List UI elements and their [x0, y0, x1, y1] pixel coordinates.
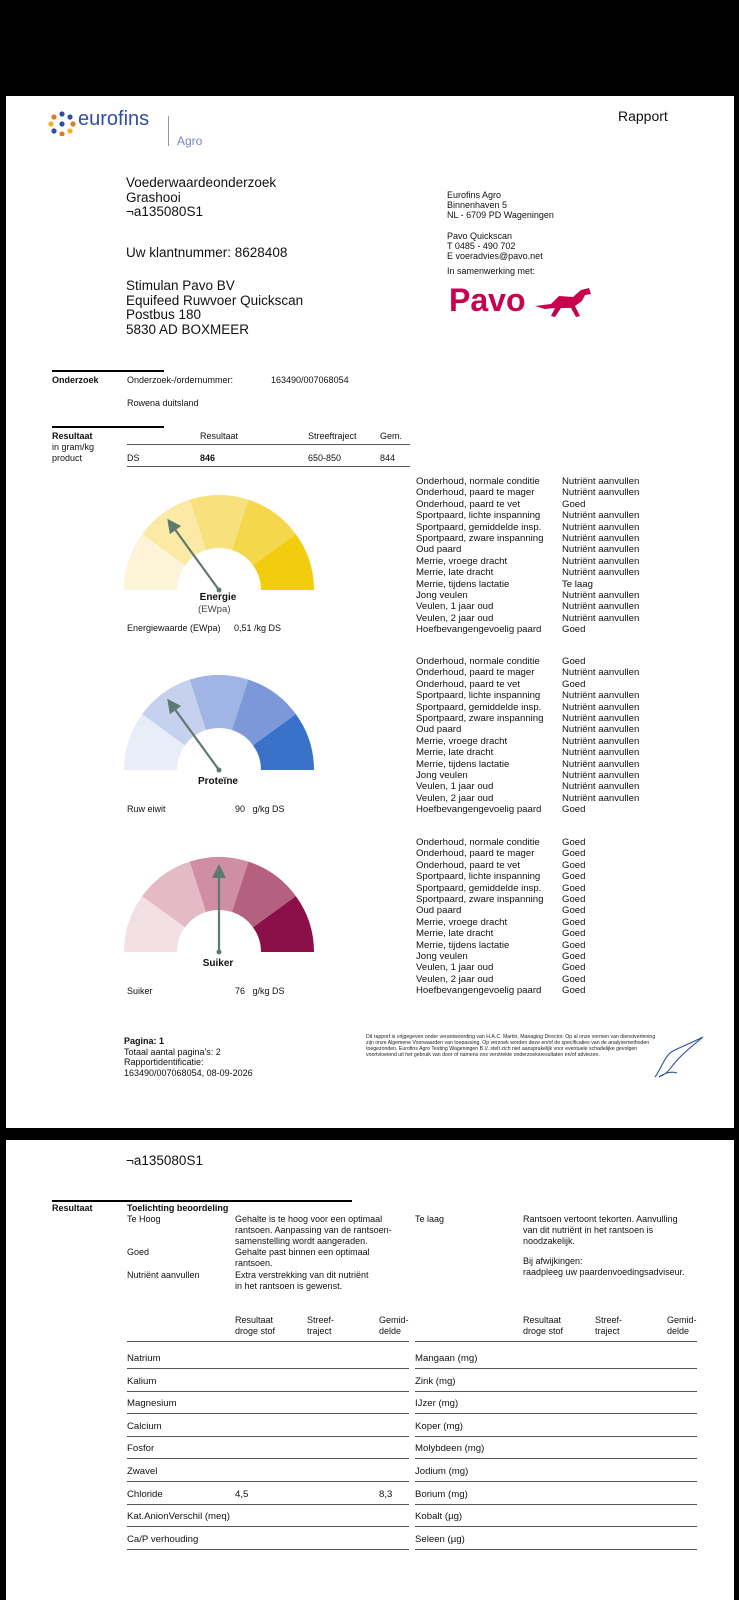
evaluation-row	[416, 747, 639, 758]
evaluation-status: Nutriënt aanvullen	[562, 690, 640, 702]
mineral-average: 8,3	[379, 1488, 393, 1500]
evaluation-status: Nutriënt aanvullen	[562, 601, 640, 613]
col-head-text: delde	[379, 1325, 402, 1336]
evaluation-row	[416, 601, 639, 612]
protein-gauge-label: Proteïne	[197, 776, 238, 787]
signature-icon	[651, 1031, 707, 1081]
evaluation-row	[416, 533, 639, 544]
evaluation-status: Nutriënt aanvullen	[562, 747, 640, 759]
evaluation-row	[416, 770, 639, 781]
legend-te-hoog: Te Hoog	[127, 1214, 161, 1224]
unit-line: in gram/kg	[52, 442, 95, 452]
legend-te-hoog-text	[235, 1214, 392, 1246]
lab-line: Eurofins Agro	[447, 190, 502, 200]
evaluation-row	[416, 667, 639, 678]
col-head-result-right	[523, 1315, 563, 1337]
evaluation-status: Nutriënt aanvullen	[562, 770, 640, 782]
mineral-row	[127, 1459, 409, 1482]
horse-category: Sportpaard, lichte inspanning	[416, 871, 541, 883]
mineral-name: Zink (mg)	[415, 1375, 456, 1387]
legend-nutr-text	[235, 1270, 369, 1292]
horse-category: Merrie, late dracht	[416, 747, 494, 759]
mineral-name: Koper (mg)	[415, 1420, 463, 1432]
evaluation-status: Goed	[562, 894, 586, 906]
mineral-name: Ca/P verhouding	[127, 1533, 199, 1545]
subject-block	[126, 176, 276, 220]
horse-category: Sportpaard, gemiddelde insp.	[416, 521, 542, 533]
col-head-avg-right	[667, 1315, 697, 1337]
evaluation-row	[416, 804, 639, 815]
legend-text: noodzakelijk.	[523, 1235, 576, 1246]
legend-text: raadpleeg uw paardenvoedingsadviseur.	[523, 1267, 685, 1278]
evaluation-row	[416, 940, 585, 951]
evaluation-status: Goed	[562, 624, 586, 636]
evaluation-row	[416, 871, 585, 882]
resultaat-rule	[52, 426, 164, 428]
evaluation-row	[416, 702, 639, 713]
horse-category: Sportpaard, zware inspanning	[416, 894, 544, 906]
evaluation-status: Nutriënt aanvullen	[562, 758, 640, 770]
mineral-row	[415, 1414, 697, 1437]
evaluation-status: Nutriënt aanvullen	[562, 701, 640, 713]
evaluation-row	[416, 567, 639, 578]
energy-value: 0,51 /kg DS	[234, 623, 282, 633]
evaluation-row	[416, 781, 639, 792]
col-head-avg	[379, 1315, 409, 1337]
legend-nutr: Nutriënt aanvullen	[127, 1270, 200, 1280]
mineral-name: Fosfor	[127, 1443, 155, 1455]
mineral-row	[127, 1414, 409, 1437]
sample-code: ¬a135080S1	[126, 204, 203, 219]
recipient-line: Stimulan Pavo BV	[126, 278, 235, 293]
mineral-name: Seleen (µg)	[415, 1533, 465, 1545]
evaluation-status: Nutriënt aanvullen	[562, 487, 640, 499]
legend-title: Toelichting beoordeling	[127, 1203, 229, 1213]
horse-category: Jong veulen	[416, 770, 468, 782]
evaluation-status: Nutriënt aanvullen	[562, 792, 640, 804]
horse-category: Onderhoud, normale conditie	[416, 837, 540, 848]
mineral-name: Mangaan (mg)	[415, 1353, 478, 1364]
energy-gauge-sublabel: (EWpa)	[198, 604, 231, 615]
horse-category: Veulen, 1 jaar oud	[416, 601, 494, 613]
mineral-name: Molybdeen (mg)	[415, 1443, 485, 1455]
horse-category: Merrie, tijdens lactatie	[416, 939, 510, 951]
horse-category: Sportpaard, zware inspanning	[416, 713, 544, 725]
evaluation-status: Nutriënt aanvullen	[562, 612, 640, 624]
lab-line: Binnenhaven 5	[447, 200, 508, 211]
legend-text: Rantsoen vertoont tekorten. Aanvulling	[523, 1214, 678, 1224]
evaluation-status: Nutriënt aanvullen	[562, 476, 640, 487]
horse-category: Onderhoud, paard te vet	[416, 678, 521, 690]
evaluation-row	[416, 848, 585, 859]
recipient-line: Equifeed Ruwvoer Quickscan	[126, 292, 304, 308]
mineral-row	[415, 1391, 697, 1414]
protein-evaluation-list	[416, 656, 639, 816]
evaluation-status: Nutriënt aanvullen	[562, 510, 640, 522]
eurofins-logo-icon	[48, 110, 76, 136]
horse-category: Veulen, 1 jaar oud	[416, 781, 494, 793]
division-label: Agro	[177, 134, 203, 148]
col-head-text: Resultaat	[523, 1315, 562, 1325]
table-rule	[127, 466, 410, 467]
ds-value: 846	[200, 453, 216, 463]
evaluation-row	[416, 556, 639, 567]
legend-text: Gehalte past binnen een optimaal	[235, 1247, 370, 1257]
mineral-row	[127, 1482, 409, 1505]
lab-phone: T 0485 - 490 702	[447, 240, 516, 251]
table-rule	[415, 1341, 697, 1342]
evaluation-row	[416, 905, 585, 916]
evaluation-row	[416, 793, 639, 804]
report-page-2	[6, 1140, 734, 1600]
evaluation-status: Goed	[562, 804, 586, 816]
evaluation-status: Te laag	[562, 578, 593, 590]
col-head-text: Resultaat	[235, 1315, 274, 1325]
mineral-name: Natrium	[127, 1353, 161, 1364]
col-avg: Gem.	[380, 431, 403, 441]
horse-category: Onderhoud, paard te vet	[416, 859, 521, 871]
horse-category: Veulen, 1 jaar oud	[416, 962, 494, 974]
evaluation-status: Nutriënt aanvullen	[562, 521, 640, 533]
legend-text: samenstelling wordt aangeraden.	[235, 1235, 368, 1246]
horse-category: Hoefbevangengevoelig paard	[416, 624, 542, 636]
mineral-name: Zwavel	[127, 1466, 158, 1477]
page2-rule	[52, 1200, 352, 1202]
mineral-name: Magnesium	[127, 1398, 177, 1410]
mineral-row	[127, 1504, 409, 1527]
sugar-value: 76 g/kg DS	[235, 986, 285, 996]
col-head-text: traject	[595, 1325, 620, 1336]
energy-gauge-label: Energie	[199, 592, 237, 603]
evaluation-status: Goed	[562, 837, 586, 848]
customer-number: Uw klantnummer: 8628408	[126, 245, 288, 260]
horse-category: Onderhoud, paard te vet	[416, 498, 521, 510]
mineral-row	[127, 1527, 409, 1550]
legend-text: Bij afwijkingen:	[523, 1256, 583, 1267]
resultaat-heading: Resultaat	[52, 431, 93, 441]
ds-label: DS	[127, 453, 140, 463]
evaluation-status: Goed	[562, 656, 586, 667]
horse-category: Onderhoud, paard te mager	[416, 487, 535, 499]
sugar-value-label: Suiker	[127, 986, 153, 996]
page2-sample-code: ¬a135080S1	[126, 1153, 203, 1168]
col-head-text: droge stof	[523, 1325, 564, 1336]
energy-evaluation-list	[416, 476, 639, 636]
horse-category: Oud paard	[416, 724, 462, 736]
evaluation-row	[416, 736, 639, 747]
horse-category: Merrie, tijdens lactatie	[416, 758, 510, 770]
mineral-row	[415, 1436, 697, 1459]
evaluation-status: Goed	[562, 882, 586, 894]
mineral-row	[127, 1391, 409, 1414]
horse-category: Sportpaard, lichte inspanning	[416, 690, 541, 702]
evaluation-status: Goed	[562, 905, 586, 917]
report-label: Rapport	[618, 108, 668, 124]
evaluation-row	[416, 690, 639, 701]
evaluation-row	[416, 985, 585, 996]
mineral-name: Kat.AnionVerschil (meq)	[127, 1511, 230, 1523]
horse-category: Onderhoud, paard te mager	[416, 848, 535, 860]
gauge-pivot	[217, 768, 222, 773]
energy-value-label: Energiewaarde (EWpa)	[127, 623, 221, 633]
horse-category: Oud paard	[416, 544, 462, 556]
horse-category: Merrie, vroege dracht	[416, 555, 508, 567]
sugar-evaluation-list	[416, 837, 585, 997]
evaluation-row	[416, 951, 585, 962]
legend-te-laag: Te laag	[415, 1214, 445, 1224]
horse-category: Jong veulen	[416, 590, 468, 602]
evaluation-row	[416, 487, 639, 498]
disclaimer: Dit rapport is vrijgegeven onder verantwoording van H.A.C. Martin, Managing Director. Op al onze vormen van dienstverlening zijn onze Algemene Voorwaarden van toepassing. Op verzoek worden deze en/of de specificaties van de analysemethoden toegezonden. Eurofins Agro Testing Wageningen B.V. stelt zich niet aansprakelijk voor eventuele schadelijke gevolgen voortvloeiend uit het gebruik van door of namens ons verstrekte onderzoeksresultaten en/of adviezen.	[366, 1034, 656, 1058]
evaluation-status: Goed	[562, 928, 586, 940]
mineral-name: Jodium (mg)	[415, 1466, 469, 1477]
horse-category: Sportpaard, gemiddelde insp.	[416, 701, 542, 713]
onderzoek-heading: Onderzoek	[52, 375, 99, 385]
horse-category: Onderhoud, normale conditie	[416, 656, 540, 667]
evaluation-row	[416, 974, 585, 985]
evaluation-row	[416, 624, 639, 635]
legend-text: van dit nutriënt in het rantsoen is	[523, 1224, 654, 1235]
horse-category: Veulen, 2 jaar oud	[416, 792, 494, 804]
page-footer	[124, 1036, 253, 1078]
horse-category: Hoefbevangengevoelig paard	[416, 985, 542, 997]
evaluation-row	[416, 928, 585, 939]
lab-line: Pavo Quickscan	[447, 230, 513, 241]
evaluation-row	[416, 613, 639, 624]
recipient-address	[126, 279, 303, 337]
mineral-row	[415, 1504, 697, 1527]
lab-email: E voeradvies@pavo.net	[447, 251, 543, 262]
sugar-gauge	[120, 848, 318, 958]
evaluation-row	[416, 917, 585, 928]
evaluation-status: Goed	[562, 871, 586, 883]
col-head-range-right	[595, 1315, 622, 1337]
evaluation-row	[416, 724, 639, 735]
col-head-text: Streef-	[595, 1315, 623, 1325]
col-head-range	[307, 1315, 334, 1337]
evaluation-row	[416, 759, 639, 770]
total-pages: Totaal aantal pagina's: 2	[124, 1046, 221, 1057]
pavo-logo-text: Pavo	[449, 282, 526, 318]
lab-address	[447, 190, 554, 276]
evaluation-status: Nutriënt aanvullen	[562, 567, 640, 579]
protein-gauge	[120, 666, 318, 776]
horse-category: Onderhoud, normale conditie	[416, 476, 540, 487]
evaluation-row	[416, 476, 639, 487]
horse-category: Sportpaard, gemiddelde insp.	[416, 882, 542, 894]
recipient-line: 5830 AD BOXMEER	[126, 321, 250, 337]
energy-gauge	[120, 486, 318, 596]
horse-category: Veulen, 2 jaar oud	[416, 973, 494, 985]
evaluation-row	[416, 510, 639, 521]
horse-category: Sportpaard, lichte inspanning	[416, 510, 541, 522]
mineral-row	[127, 1369, 409, 1392]
evaluation-row	[416, 522, 639, 533]
mineral-name: Kobalt (µg)	[415, 1511, 463, 1523]
legend-te-laag-text	[523, 1214, 685, 1278]
mineral-name: IJzer (mg)	[415, 1398, 459, 1410]
evaluation-row	[416, 894, 585, 905]
page2-resultaat-heading: Resultaat	[52, 1203, 93, 1213]
evaluation-row	[416, 579, 639, 590]
evaluation-row	[416, 544, 639, 555]
col-result: Resultaat	[200, 431, 239, 441]
horse-category: Jong veulen	[416, 951, 468, 963]
ds-avg: 844	[380, 453, 396, 463]
eurofins-logo-text: eurofins	[78, 108, 150, 130]
evaluation-row	[416, 679, 639, 690]
subject-product: Grashooi	[126, 189, 181, 205]
evaluation-status: Nutriënt aanvullen	[562, 590, 640, 602]
legend-goed: Goed	[127, 1247, 150, 1257]
evaluation-status: Nutriënt aanvullen	[562, 713, 640, 725]
sample-name: Rowena duitsland	[127, 398, 199, 408]
evaluation-status: Nutriënt aanvullen	[562, 555, 640, 567]
horse-category: Merrie, tijdens lactatie	[416, 578, 510, 590]
lab-line: NL - 6709 PD Wageningen	[447, 210, 554, 221]
col-head-result	[235, 1315, 275, 1337]
evaluation-status: Nutriënt aanvullen	[562, 724, 640, 736]
horse-logo-icon	[533, 286, 593, 320]
table-rule	[127, 1341, 409, 1342]
recipient-line: Postbus 180	[126, 307, 202, 323]
col-head-text: Gemid-	[379, 1315, 409, 1325]
protein-value-label: Ruw eiwit	[127, 804, 166, 814]
legend-goed-text	[235, 1247, 370, 1269]
legend-text: Extra verstrekking van dit nutriënt	[235, 1270, 369, 1280]
order-number: 163490/007068054	[271, 375, 349, 385]
mineral-row	[415, 1346, 697, 1369]
mineral-row	[415, 1369, 697, 1392]
evaluation-status: Nutriënt aanvullen	[562, 781, 640, 793]
horse-category: Hoefbevangengevoelig paard	[416, 804, 542, 816]
evaluation-row	[416, 883, 585, 894]
mineral-row	[415, 1482, 697, 1505]
legend-text: rantsoen.	[235, 1257, 273, 1268]
evaluation-status: Goed	[562, 848, 586, 860]
gauge-pivot	[217, 950, 222, 955]
evaluation-status: Goed	[562, 498, 586, 510]
horse-category: Veulen, 2 jaar oud	[416, 612, 494, 624]
onderzoek-rule	[52, 370, 164, 372]
mineral-row	[127, 1346, 409, 1369]
partner-intro: In samenwerking met:	[447, 266, 536, 277]
evaluation-row	[416, 656, 639, 667]
legend-text: Gehalte is te hoog voor een optimaal	[235, 1214, 383, 1224]
legend-text: rantsoen. Aanpassing van de rantsoen-	[235, 1224, 392, 1235]
mineral-name: Chloride	[127, 1488, 163, 1500]
mineral-name: Calcium	[127, 1420, 162, 1432]
evaluation-row	[416, 962, 585, 973]
mineral-row	[415, 1459, 697, 1482]
evaluation-status: Goed	[562, 859, 586, 871]
col-range: Streeftraject	[308, 431, 357, 441]
report-page-1	[6, 96, 734, 1128]
mineral-name: Kalium	[127, 1375, 157, 1387]
report-id-label: Rapportidentificatie:	[124, 1057, 204, 1068]
evaluation-status: Nutriënt aanvullen	[562, 544, 640, 556]
horse-category: Sportpaard, zware inspanning	[416, 533, 544, 545]
horse-category: Merrie, late dracht	[416, 567, 494, 579]
table-rule	[127, 444, 410, 445]
evaluation-status: Nutriënt aanvullen	[562, 735, 640, 747]
horse-category: Merrie, vroege dracht	[416, 735, 508, 747]
evaluation-row	[416, 860, 585, 871]
page-number: Pagina: 1	[124, 1036, 165, 1046]
legend-text: in het rantsoen is gewenst.	[235, 1280, 343, 1291]
ds-range: 650-850	[308, 453, 342, 463]
col-head-text: delde	[667, 1325, 690, 1336]
sugar-gauge-label: Suiker	[202, 958, 234, 969]
evaluation-row	[416, 837, 585, 848]
evaluation-status: Nutriënt aanvullen	[562, 533, 640, 545]
evaluation-status: Goed	[562, 939, 586, 951]
evaluation-status: Goed	[562, 985, 586, 997]
evaluation-status: Goed	[562, 951, 586, 963]
evaluation-row	[416, 590, 639, 601]
evaluation-row	[416, 499, 639, 510]
mineral-row	[415, 1527, 697, 1550]
protein-value: 90 g/kg DS	[235, 804, 285, 814]
report-id-value: 163490/007068054, 08-09-2026	[124, 1067, 253, 1078]
order-label: Onderzoek-/ordernummer:	[127, 375, 234, 385]
mineral-result: 4,5	[235, 1488, 249, 1500]
col-head-text: Gemid-	[667, 1315, 697, 1325]
horse-category: Oud paard	[416, 905, 462, 917]
col-head-text: Streef-	[307, 1315, 335, 1325]
mineral-row	[127, 1436, 409, 1459]
evaluation-status: Goed	[562, 678, 586, 690]
evaluation-status: Goed	[562, 962, 586, 974]
unit-line: product	[52, 453, 83, 463]
col-head-text: droge stof	[235, 1325, 276, 1336]
col-head-text: traject	[307, 1325, 332, 1336]
mineral-name: Borium (mg)	[415, 1488, 468, 1500]
evaluation-status: Nutriënt aanvullen	[562, 667, 640, 679]
horse-category: Onderhoud, paard te mager	[416, 667, 535, 679]
evaluation-row	[416, 713, 639, 724]
horse-category: Merrie, late dracht	[416, 928, 494, 940]
evaluation-status: Goed	[562, 973, 586, 985]
subject-title: Voederwaardeonderzoek	[126, 175, 277, 190]
evaluation-status: Goed	[562, 916, 586, 928]
logo-divider	[168, 116, 169, 146]
horse-category: Merrie, vroege dracht	[416, 916, 508, 928]
